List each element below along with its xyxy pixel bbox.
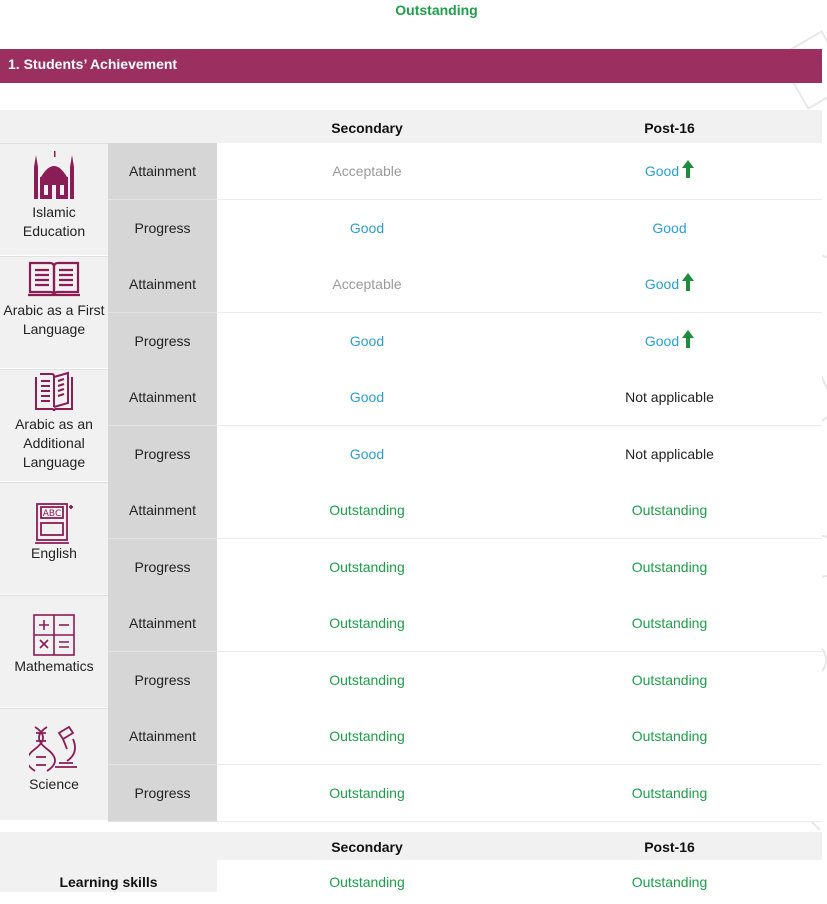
open-book-icon bbox=[27, 259, 81, 299]
dna-microscope-icon bbox=[29, 725, 79, 773]
english-attainment-secondary: Outstanding bbox=[217, 482, 517, 539]
svg-text:ABC: ABC bbox=[42, 509, 62, 519]
english-progress-post16: Outstanding bbox=[517, 539, 822, 596]
arabic-additional-attainment-post16: Not applicable bbox=[517, 369, 822, 426]
subject-science bbox=[0, 708, 108, 820]
science-progress-secondary: Outstanding bbox=[217, 765, 517, 822]
row-label-attainment: Attainment bbox=[108, 369, 217, 426]
learning-skills-secondary: Outstanding bbox=[329, 874, 405, 890]
subject-arabic-first-language bbox=[0, 256, 108, 368]
up-arrow-icon bbox=[682, 330, 694, 348]
subject-name: English bbox=[31, 545, 77, 561]
subject-arabic-additional-language bbox=[0, 369, 108, 481]
subject-name: Science bbox=[29, 776, 79, 792]
islamic-progress-secondary: Good bbox=[217, 200, 517, 257]
mosque-icon bbox=[29, 147, 79, 203]
row-label-attainment: Attainment bbox=[108, 595, 217, 652]
subject-english bbox=[0, 482, 108, 594]
english-progress-secondary: Outstanding bbox=[217, 539, 517, 596]
math-progress-post16: Outstanding bbox=[517, 652, 822, 709]
row-label-progress: Progress bbox=[108, 313, 217, 370]
up-arrow-icon bbox=[682, 160, 694, 178]
up-arrow-icon bbox=[682, 273, 694, 291]
row-label-progress: Progress bbox=[108, 200, 217, 257]
arabic-additional-attainment-secondary: Good bbox=[217, 369, 517, 426]
subject-name: Islamic Education bbox=[22, 204, 86, 239]
book-icon bbox=[32, 371, 76, 413]
science-attainment-secondary: Outstanding bbox=[217, 708, 517, 765]
section-header: 1. Students’ Achievement bbox=[0, 49, 822, 83]
row-label-progress: Progress bbox=[108, 765, 217, 822]
abc-book-icon bbox=[32, 501, 76, 547]
row-label-attainment: Attainment bbox=[108, 143, 217, 200]
arabic-first-attainment-post16: Good bbox=[517, 256, 822, 313]
science-progress-post16: Outstanding bbox=[517, 765, 822, 822]
table-header bbox=[0, 110, 822, 143]
row-label-progress: Progress bbox=[108, 652, 217, 709]
row-label-attainment: Attainment bbox=[108, 256, 217, 313]
row-label-progress: Progress bbox=[108, 426, 217, 483]
arabic-first-attainment-secondary: Acceptable bbox=[217, 256, 517, 313]
subject-islamic-education bbox=[0, 143, 108, 255]
learning-skills-label: Learning skills bbox=[0, 860, 217, 892]
subject-mathematics bbox=[0, 595, 108, 707]
subject-name: Arabic as an Additional Language bbox=[15, 416, 93, 470]
overall-rating: Outstanding bbox=[395, 2, 478, 18]
col-secondary: Secondary bbox=[331, 839, 403, 855]
row-label-attainment: Attainment bbox=[108, 708, 217, 765]
subject-name: Mathematics bbox=[14, 658, 94, 674]
arabic-additional-progress-secondary: Good bbox=[217, 426, 517, 483]
arabic-first-progress-post16: Good bbox=[517, 313, 822, 370]
math-attainment-secondary: Outstanding bbox=[217, 595, 517, 652]
col-post16: Post-16 bbox=[644, 120, 695, 136]
science-attainment-post16: Outstanding bbox=[517, 708, 822, 765]
row-label-attainment: Attainment bbox=[108, 482, 217, 539]
math-symbols-icon bbox=[32, 613, 76, 657]
arabic-first-progress-secondary: Good bbox=[217, 313, 517, 370]
learning-skills-row bbox=[0, 860, 822, 892]
math-attainment-post16: Outstanding bbox=[517, 595, 822, 652]
islamic-progress-post16: Good bbox=[517, 200, 822, 257]
arabic-additional-progress-post16: Not applicable bbox=[517, 426, 822, 483]
learning-skills-post16: Outstanding bbox=[631, 874, 708, 890]
english-attainment-post16: Outstanding bbox=[517, 482, 822, 539]
col-post16: Post-16 bbox=[644, 839, 695, 855]
row-label-progress: Progress bbox=[108, 539, 217, 596]
col-secondary: Secondary bbox=[331, 120, 403, 136]
islamic-attainment-post16: Good bbox=[517, 143, 822, 200]
math-progress-secondary: Outstanding bbox=[217, 652, 517, 709]
subject-name: Arabic as a First Language bbox=[3, 302, 105, 337]
learning-skills-header bbox=[0, 832, 822, 860]
islamic-attainment-secondary: Acceptable bbox=[217, 143, 517, 200]
